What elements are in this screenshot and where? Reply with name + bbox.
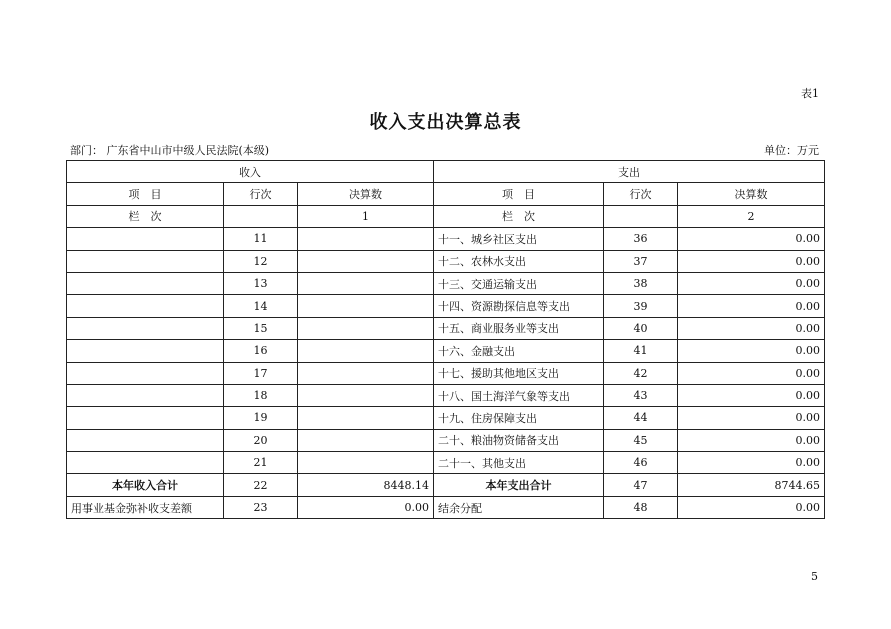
income-fund-amount: 0.00	[298, 496, 434, 518]
income-item-cell	[67, 407, 224, 429]
income-amount-cell	[298, 362, 434, 384]
income-item-cell	[67, 340, 224, 362]
income-column-label: 栏 次	[67, 205, 224, 227]
expense-item-header: 项 目	[434, 183, 604, 205]
income-row-cell: 14	[224, 295, 298, 317]
table-row	[67, 272, 825, 294]
income-amount-cell	[298, 340, 434, 362]
expense-item-cell: 十三、交通运输支出	[434, 272, 604, 294]
income-item-cell	[67, 429, 224, 451]
table-row	[67, 429, 825, 451]
expense-amount-cell: 0.00	[678, 452, 825, 474]
surplus-distribution-amount: 0.00	[678, 496, 825, 518]
income-amount-cell	[298, 228, 434, 250]
expense-amount-cell: 0.00	[678, 384, 825, 406]
expense-amount-header: 决算数	[678, 183, 825, 205]
expense-column-label: 栏 次	[434, 205, 604, 227]
income-amount-cell	[298, 250, 434, 272]
income-item-cell	[67, 317, 224, 339]
income-amount-cell	[298, 384, 434, 406]
income-row-cell: 15	[224, 317, 298, 339]
page-title: 收入支出决算总表	[369, 112, 522, 133]
expense-item-cell: 二十、粮油物资储备支出	[434, 429, 604, 451]
expense-row-cell: 45	[604, 429, 678, 451]
column-header-row	[67, 183, 825, 205]
expense-item-cell: 十四、资源勘探信息等支出	[434, 295, 604, 317]
income-fund-cell: 用事业基金弥补收支差额	[67, 496, 224, 518]
expense-column-number: 2	[678, 205, 825, 227]
table-row	[67, 228, 825, 250]
income-group-header: 收入	[67, 161, 434, 183]
expense-amount-cell: 0.00	[678, 317, 825, 339]
income-column-number: 1	[298, 205, 434, 227]
table-row	[67, 384, 825, 406]
income-item-header: 项 目	[67, 183, 224, 205]
income-item-cell	[67, 295, 224, 317]
expense-row-no-header: 行次	[604, 183, 678, 205]
income-item-cell	[67, 272, 224, 294]
table-row	[67, 317, 825, 339]
table-row	[67, 452, 825, 474]
budget-summary-table	[66, 160, 825, 519]
expense-total-amount: 8744.65	[678, 474, 825, 496]
expense-amount-cell: 0.00	[678, 407, 825, 429]
expense-row-cell: 39	[604, 295, 678, 317]
column-number-row	[67, 205, 825, 227]
expense-item-cell: 十六、金融支出	[434, 340, 604, 362]
expense-row-cell: 41	[604, 340, 678, 362]
income-row-cell: 20	[224, 429, 298, 451]
expense-row-cell: 43	[604, 384, 678, 406]
table-row	[67, 295, 825, 317]
unit-label: 单位：万元	[764, 144, 819, 157]
expense-item-cell: 十九、住房保障支出	[434, 407, 604, 429]
income-row-cell: 16	[224, 340, 298, 362]
expense-amount-cell: 0.00	[678, 340, 825, 362]
expense-column-blank	[604, 205, 678, 227]
income-total-amount: 8448.14	[298, 474, 434, 496]
expense-amount-cell: 0.00	[678, 228, 825, 250]
income-total-label: 本年收入合计	[67, 474, 224, 496]
income-row-cell: 13	[224, 272, 298, 294]
expense-item-cell: 十七、援助其他地区支出	[434, 362, 604, 384]
expense-row-cell: 36	[604, 228, 678, 250]
expense-total-row: 47	[604, 474, 678, 496]
income-row-no-header: 行次	[224, 183, 298, 205]
income-amount-cell	[298, 452, 434, 474]
expense-row-cell: 37	[604, 250, 678, 272]
expense-item-cell: 十一、城乡社区支出	[434, 228, 604, 250]
expense-item-cell: 十八、国土海洋气象等支出	[434, 384, 604, 406]
table-row	[67, 407, 825, 429]
income-row-cell: 11	[224, 228, 298, 250]
expense-row-cell: 44	[604, 407, 678, 429]
expense-row-cell: 42	[604, 362, 678, 384]
expense-row-cell: 38	[604, 272, 678, 294]
income-item-cell	[67, 228, 224, 250]
income-item-cell	[67, 452, 224, 474]
expense-row-cell: 46	[604, 452, 678, 474]
expense-item-cell: 十五、商业服务业等支出	[434, 317, 604, 339]
expense-amount-cell: 0.00	[678, 362, 825, 384]
expense-amount-cell: 0.00	[678, 429, 825, 451]
income-fund-row: 23	[224, 496, 298, 518]
surplus-distribution-row: 48	[604, 496, 678, 518]
expense-total-label: 本年支出合计	[434, 474, 604, 496]
totals-row	[67, 474, 825, 496]
table-row	[67, 362, 825, 384]
income-row-cell: 19	[224, 407, 298, 429]
final-row	[67, 496, 825, 518]
income-row-cell: 21	[224, 452, 298, 474]
expense-group-header: 支出	[434, 161, 825, 183]
income-total-row: 22	[224, 474, 298, 496]
expense-row-cell: 40	[604, 317, 678, 339]
surplus-distribution-cell: 结余分配	[434, 496, 604, 518]
expense-item-cell: 二十一、其他支出	[434, 452, 604, 474]
income-column-blank	[224, 205, 298, 227]
income-amount-cell	[298, 407, 434, 429]
table-row	[67, 340, 825, 362]
expense-amount-cell: 0.00	[678, 250, 825, 272]
table-row	[67, 250, 825, 272]
table-number: 表1	[801, 87, 819, 100]
income-amount-cell	[298, 317, 434, 339]
income-row-cell: 12	[224, 250, 298, 272]
group-header-row	[67, 161, 825, 183]
income-item-cell	[67, 250, 224, 272]
income-amount-cell	[298, 295, 434, 317]
income-row-cell: 18	[224, 384, 298, 406]
income-amount-cell	[298, 272, 434, 294]
income-amount-cell	[298, 429, 434, 451]
expense-amount-cell: 0.00	[678, 295, 825, 317]
expense-item-cell: 十二、农林水支出	[434, 250, 604, 272]
expense-amount-cell: 0.00	[678, 272, 825, 294]
income-item-cell	[67, 384, 224, 406]
department-label: 部门： 广东省中山市中级人民法院(本级)	[70, 144, 270, 157]
page-number: 5	[811, 570, 818, 583]
income-item-cell	[67, 362, 224, 384]
income-amount-header: 决算数	[298, 183, 434, 205]
income-row-cell: 17	[224, 362, 298, 384]
